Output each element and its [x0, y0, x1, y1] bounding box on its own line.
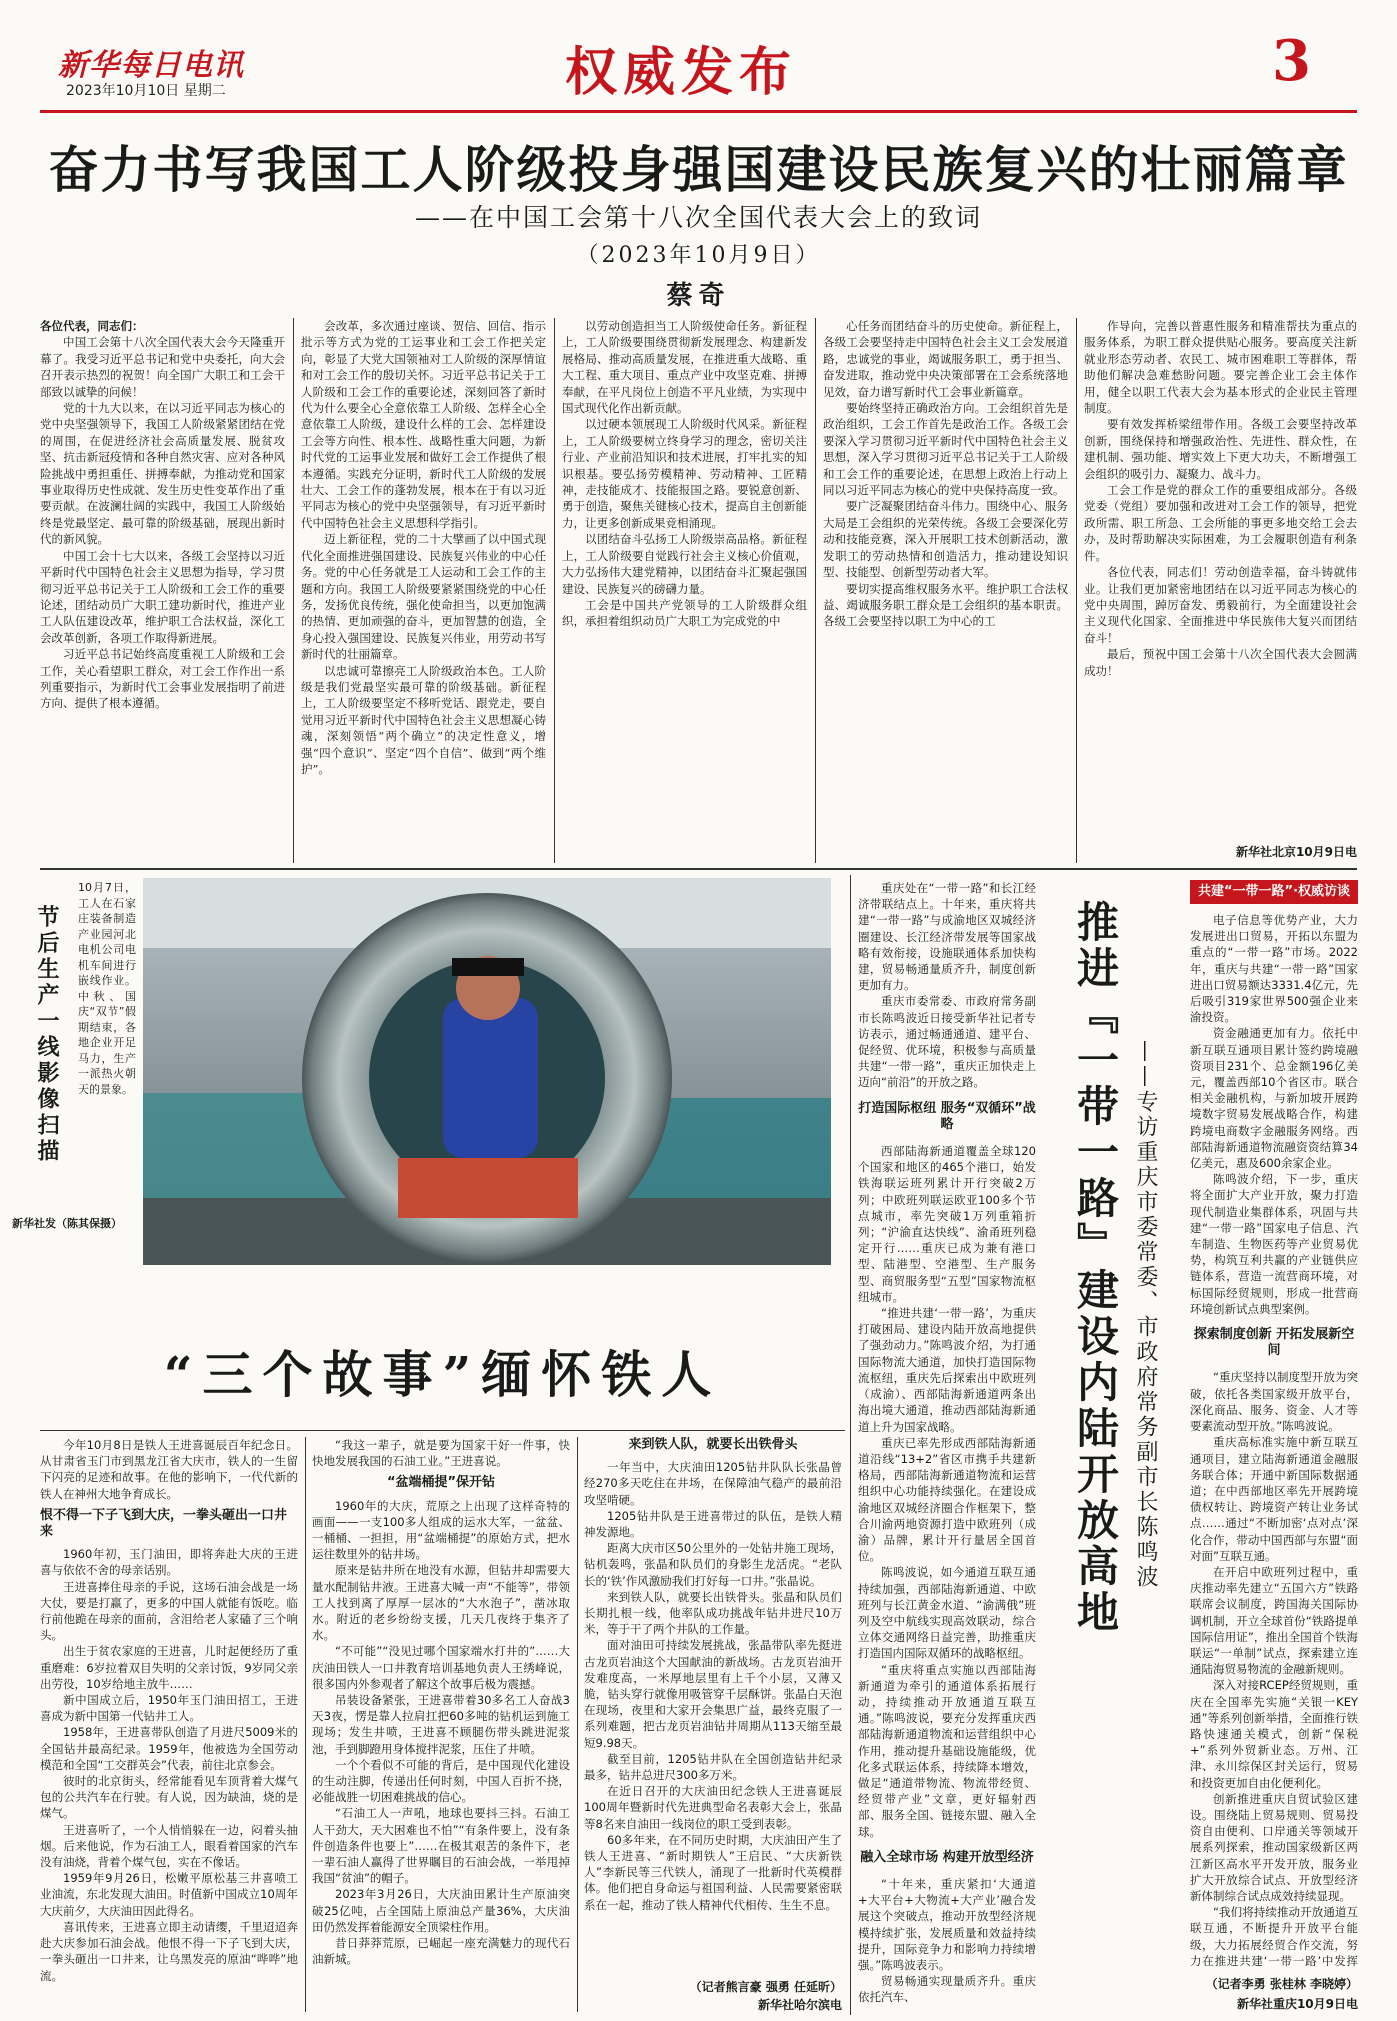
interview-subhead-2: 融入全球市场 构建开放型经济 [860, 1849, 1034, 1865]
paragraph: 陈鸣波介绍，下一步，重庆将全面扩大产业开放，聚力打造现代制造业集群体系，巩固与共建“一带一路”国家电子信息、汽车制造、生物医药等产业贸易优势，构筑互利共赢的产业链供应链体系，营造一流营商环境，对标国际经贸规则，形成一批营商环境创新试点典型案例。 [1190, 1172, 1358, 1316]
paragraph: 会改革，多次通过座谈、贺信、回信、指示批示等方式为党的工运事业和工会工作把关定向，彰显了大党大国领袖对工人阶级的深厚情谊和对工会工作的殷切关怀。习近平总书记关于工人阶级和工会工作的重要论述，深刻回答了新时代为什么要全心全意依靠工人阶级、怎样全心全意依靠工人阶级，建设什么样的工会、怎样建设工会等方向性、根本性、战略性重大问题，为新时代党的工运事业发展和做好工会工作提供了根本遵循。实践充分证明，新时代工人阶级的发展壮大、工会工作的蓬勃发展，根本在于有以习近平同志为核心的党中央坚强领导，有习近平新时代中国特色社会主义思想科学指引。 [301, 319, 546, 530]
paragraph: 一个个看似不可能的背后，是中国现代化建设的生动注脚，传递出任何时刻，中国人百折不挠，必能战胜一切困难挑战的信心。 [312, 1757, 570, 1805]
paragraph: 王进喜捧住母亲的手说，这场石油会战是一场大仗，要是打赢了，更多的中国人就能有饭吃。临行前他跪在母亲的面前，含泪给老人家磕了三个响头。 [40, 1579, 298, 1643]
interview-subhead: ——专访重庆市委常委、市政府常务副市长陈鸣波 [1133, 1040, 1158, 1590]
paragraph: 西部陆海新通道覆盖全球120个国家和地区的465个港口，始发铁海联运班列累计开行突破2万列；中欧班列联运欧亚100多个节点城市，率先突破1万列重箱折列；“沪渝直达快线”、渝甬班列稳定开行……重庆已成为兼有港口型、陆港型、空港型、生产服务型、商贸服务型“五型”国家物流枢纽城市。 [858, 1144, 1036, 1304]
column-divider [1076, 318, 1077, 863]
column-divider [305, 1437, 306, 2012]
speech-column-4 [823, 318, 1068, 863]
paragraph: 最后，预祝中国工会第十八次全国代表大会圆满成功！ [1084, 647, 1357, 678]
paragraph: 以团结奋斗弘扬工人阶级崇高品格。新征程上，工人阶级要自觉践行社会主义核心价值观，大力弘扬伟大建党精神，以团结奋斗汇聚起强国建设、民族复兴的磅礴力量。 [562, 532, 807, 596]
story-column-1 [40, 1437, 298, 2012]
paragraph: 中国工会第十八次全国代表大会今天隆重开幕了。我受习近平总书记和党中央委托，向大会召开表示热烈的祝贺！向全国广大职工和工会干部致以诚挚的问候！ [40, 335, 285, 399]
interview-subhead-3: 探索制度创新 开拓发展新空间 [1193, 1327, 1355, 1359]
paragraph: 出生于贫农家庭的王进喜，儿时起便经历了重重磨难：6岁拉着双目失明的父亲讨饭，9岁同父亲出劳役，10岁给地主放牛…… [40, 1644, 298, 1691]
paragraph: “重庆将重点实施以西部陆海新通道为牵引的通道体系拓展行动，持续推动开放通道互联互通。”陈鸣波说，要充分发挥重庆西部陆海新通道物流和运营组织中心作用，推动提升基础设施能级，优化多式联运体系，持续降本增效，做足“通道带物流、物流带经贸、经贸带产业”文章，更好辐射西部、服务全国、链接东盟、融入全球。 [858, 1662, 1036, 1839]
speech-column-5 [1084, 318, 1357, 838]
story-intro: 今年10月8日是铁人王进喜诞辰百年纪念日。从甘肃省玉门市到黑龙江省大庆市，铁人的一生留下闪亮的足迹和故事。在他的影响下，一代代新的铁人在神州大地争育成长。 [40, 1438, 298, 1501]
speech-column-1 [40, 318, 285, 863]
interview-credit-dateline: 新华社重庆10月9日电 [1236, 1997, 1358, 2011]
story-col2-intro: “我这一辈子，就是要为国家干好一件事，快快地发展我国的石油工业。”王进喜说。 [312, 1438, 570, 1469]
story-subhead-1: 恨不得一下子飞到大庆，一拳头砸出一口井来 [40, 1507, 288, 1540]
factory-photo [143, 878, 831, 1265]
photo-title: 节后生产一线影像扫描 [34, 905, 60, 1165]
interview-subhead-1: 打造国际枢纽 服务“双循环”战略 [858, 1100, 1036, 1132]
paragraph: “重庆坚持以制度型开放为突破，依托各类国家级开放平台，深化商品、服务、资金、人才等要素流动型开放。”陈鸣波说。 [1190, 1370, 1358, 1434]
column-divider [850, 875, 851, 2015]
interview-column-2 [1190, 912, 1358, 1970]
paragraph: 以忠诚可靠擦亮工人阶级政治本色。工人阶级是我们党最坚实最可靠的阶级基础。新征程上，工人阶级要坚定不移听党话、跟党走，要自觉用习近平新时代中国特色社会主义思想凝心铸魂，深刻领悟“两个确立”的决定性意义，增强“四个意识”、坚定“四个自信”、做到“两个维护”。 [301, 663, 546, 776]
paragraph: 以劳动创造担当工人阶级使命任务。新征程上，工人阶级要围绕贯彻新发展理念、构建新发展格局、推动高质量发展，在推进重大战略、重大工程、重大项目、重点产业中攻坚克难、拼搏奉献，在平凡岗位上创造不平凡业绩，为实现中国式现代化作出新贡献。 [562, 319, 807, 416]
speech-col2 [301, 318, 546, 777]
paragraph: 原来是钻井所在地没有水源，但钻井却需要大量水配制钻井液。王进喜大喊一声“不能等”，带领工人找到离了厚厚一层冰的“大水泡子”，凿冰取水。附近的老乡纷纷支援，几天几夜终于集齐了水。 [312, 1563, 570, 1643]
page-number: 3 [1272, 28, 1311, 94]
interview-col1-tail [858, 1876, 1036, 2006]
story-col2 [312, 1498, 570, 1968]
paragraph: 在开启中欧班列过程中，重庆推动率先建立“五国六方”铁路联席会议制度，跨国海关国际协调机制，开立全球首份“铁路提单国际信用证”，推出全国首个铁海联运“一单制”试点，探索建立连通陆海贸易物流的金融新规则。 [1190, 1564, 1358, 1677]
factory-photo-image [143, 878, 831, 1265]
interview-column-1 [858, 880, 1036, 2012]
paragraph: “不可能”“没见过哪个国家端水打井的”……大庆油田铁人一口井教育培训基地负责人王绣峰说，很多国内外参观者了解这个故事后极为震撼。 [312, 1644, 570, 1691]
paragraph: 心任务而团结奋斗的历史使命。新征程上，各级工会要坚持走中国特色社会主义工会发展道路，忠诚党的事业，竭诚服务职工，勇于担当、奋发进取，推动党中央决策部署在工会系统落地见效，奋力谱写新时代工会事业新篇章。 [823, 319, 1068, 399]
paragraph: “推进共建‘一带一路’，为重庆打破困局、建设内陆开放高地提供了强劲动力。”陈鸣波介绍，为打通国际物流大通道，加快打造国际物流枢纽，重庆先后探索出中欧班列（成渝）、西部陆海新通道两条出海出境大通道，推动西部陆海新通道上升为国家战略。 [858, 1306, 1036, 1434]
paragraph: 昔日莽莽荒原，已崛起一座充满魅力的现代石油新城。 [312, 1936, 570, 1967]
paragraph: 要广泛凝聚团结奋斗伟力。围绕中心、服务大局是工会组织的光荣传统。各级工会要深化劳动和技能竞赛，深入开展职工技术创新活动，激发职工的劳动热情和创造活力，推动建设知识型、技能型、创新型劳动者大军。 [823, 499, 1068, 580]
paragraph: 陈鸣波说，如今通道互联互通持续加强，西部陆海新通道、中欧班列与长江黄金水道、“渝满俄”班列及空中航线实现高效联动，综合立体交通网络日益完善，助推重庆打造国内国际双循环的战略枢纽。 [858, 1565, 1036, 1661]
speech-col1 [40, 334, 285, 711]
paragraph: 要有效发挥桥梁纽带作用。各级工会要坚持改革创新，围绕保持和增强政治性、先进性、群众性，在建机制、强功能、增实效上下更大功夫，不断增强工会组织的吸引力、凝聚力、战斗力。 [1084, 417, 1357, 481]
story-col3 [584, 1459, 842, 1913]
paragraph: 重庆处在“一带一路”和长江经济带联结点上。十年来，重庆将共建“一带一路”与成渝地区双城经济圈建设、长江经济带发展等国家战略有效衔接，设施联通体系加快构建，贸易畅通量质齐升，制度创新更加有力。 [858, 881, 1036, 993]
speech-headline: 奋力书写我国工人阶级投身强国建设民族复兴的壮丽篇章 [48, 140, 1349, 199]
story-credit-dateline: 新华社哈尔滨电 [757, 1998, 842, 2012]
paragraph: 习近平总书记始终高度重视工人阶级和工会工作，关心看望职工群众，对工会工作作出一系列重要指示，为新时代工会事业发展指明了前进方向、提供了根本遵循。 [40, 647, 285, 711]
story-column-2 [312, 1437, 570, 2012]
masthead-rule [40, 110, 1357, 113]
paragraph: 资金融通更加有力。依托中新互联互通项目累计签约跨境融资项目231个、总金额196亿美元，覆盖西部10个省区市。联合相关金融机构，与新加坡开展跨境数字贸易发展战略合作，构建跨境电商数字金融服务网络。西部陆海新通道物流融资资结算34亿美元，惠及600余家企业。 [1190, 1026, 1358, 1171]
paragraph: 2023年3月26日，大庆油田累计生产原油突破25亿吨，占全国陆上原油总产量36%，大庆油田仍然发挥着能源安全顶梁柱作用。 [312, 1887, 570, 1934]
paragraph: 深入对接RCEP经贸规则，重庆在全国率先实施“关银一KEY通”等系列创新举措，全面推行铁路快速通关模式，创新“保税+”系列外贸新业态。万州、江津、永川综保区封关运行，贸易和投资更加自由化便利化。 [1190, 1678, 1358, 1790]
column-divider [815, 318, 816, 863]
column-divider [577, 1437, 578, 2012]
photo-credit: 新华社发（陈其保摄） [12, 1217, 122, 1230]
speech-author: 蔡奇 [666, 281, 731, 311]
paragraph: 1960年的大庆，荒原之上出现了这样奇特的画面——一支100多人组成的运水大军，一盆盆、一桶桶、一担担，用“盆端桶提”的原始方式，把水运往数里外的钻井场。 [312, 1498, 570, 1562]
column-divider [554, 318, 555, 863]
paragraph: 王进喜听了，一个人悄悄躲在一边，闷着头抽烟。后来他说，作为石油工人，眼看着国家的汽车没有油烧，背着个煤气包，实在不像话。 [40, 1822, 298, 1870]
paragraph: 彼时的北京街头，经常能看见车顶背着大煤气包的公共汽车在行驶。有人说，因为缺油，烧的是煤气。 [40, 1774, 298, 1821]
interview-col2-tail [1190, 1369, 1358, 1970]
story-subhead-3: 来到铁人队，就要长出铁骨头 [628, 1437, 798, 1452]
paragraph: “我们将持续推动开放通道互联互通，不断提升开放平台能级，大力拓展经贸合作交流，努力在推进共建‘一带一路’中发挥 [1190, 1905, 1358, 1968]
interview-credit: （记者李勇 张桂林 李晓婷） [1205, 1977, 1358, 1991]
paragraph: 各位代表，同志们！劳动创造幸福，奋斗铸就伟业。让我们更加紧密地团结在以习近平同志为核心的党中央周围，踔厉奋发、勇毅前行，为全面建设社会主义现代化国家、全面推进中华民族伟大复兴而团结奋斗！ [1084, 565, 1357, 645]
paragraph: 要切实提高维权服务水平。维护职工合法权益、竭诚服务职工群众是工会组织的基本职责。各级工会要坚持以职工为中心的工 [823, 581, 1068, 629]
story-headline: “三个故事”缅怀铁人 [163, 1345, 722, 1404]
speech-credit: 新华社北京10月9日电 [1235, 845, 1357, 859]
paragraph: 1958年，王进喜带队创造了月进尺5009米的全国钻井最高纪录。1959年，他被选为全国劳动模范和全国“工交群英会”代表，前往北京参会。 [40, 1725, 298, 1772]
paragraph: 电子信息等优势产业，大力发展进出口贸易，开拓以东盟为重点的“一带一路”市场。2022年，重庆与共建“一带一路”国家进出口贸易额达3331.4亿元，先后吸引319家世界500强企业来渝投资。 [1190, 913, 1358, 1025]
interview-intro [858, 880, 1036, 1091]
paragraph: 面对油田可持续发展挑战，张晶带队率先挺进古龙页岩油这个大国献油的新战场。古龙页岩油开发难度高，一米厚地层里有上千个小层，又薄又脆，钻头穿行就像用吸管穿千层酥饼。张晶白天泡在现场，夜里和大家开会集思广益，最终克服了一系列难题，把古龙页岩油钻井周期从113天缩至最短9.98天。 [584, 1638, 842, 1750]
paragraph: 工会工作是党的群众工作的重要组成部分。各级党委（党组）要加强和改进对工会工作的领导，把党政所需、职工所急、工会所能的事更多地交给工会去办，及时帮助解决实际困难，为工会履职创造有利条件。 [1084, 483, 1357, 563]
paragraph: 新中国成立后，1950年玉门油田招工，王进喜成为新中国第一代钻井工人。 [40, 1693, 298, 1724]
interview-tag: 共建“一带一路”·权威访谈 [1190, 880, 1358, 904]
speech-greeting: 各位代表，同志们： [40, 319, 144, 333]
paragraph: 党的十九大以来，在以习近平同志为核心的党中央坚强领导下，我国工人阶级紧紧团结在党的周围，在促进经济社会高质量发展、脱贫攻坚、抗击新冠疫情和各种自然灾害、应对各种风险挑战中勇担重任、拼搏奉献，为推动党和国家事业取得历史性成就、发生历史性变革作出了重要贡献。在波澜壮阔的实践中，我国工人阶级始终是党最坚定、最可靠的阶级基础，展现出新时代的新风貌。 [40, 401, 285, 547]
masthead-logo: 新华每日电讯 [58, 48, 244, 83]
paragraph: 1960年初，玉门油田，即将奔赴大庆的王进喜与依依不舍的母亲话别。 [40, 1547, 298, 1578]
story-credit: （记者熊言豪 强勇 任延昕） [689, 1980, 842, 1994]
column-divider [293, 318, 294, 863]
paragraph: 在近日召开的大庆油田纪念铁人王进喜诞辰100周年暨新时代先进典型命名表彰大会上，张晶等8名来自油田一线岗位的职工受到表彰。 [584, 1784, 842, 1831]
speech-column-3 [562, 318, 807, 863]
story-subhead-2: “盆端桶提”保开钻 [386, 1475, 496, 1491]
section-divider [40, 868, 1357, 870]
speech-col4 [823, 318, 1068, 630]
paragraph: 重庆高标准实施中新互联互通项目，建立陆海新通道金融服务联合体；开通中新国际数据通道；在中西部地区率先开展跨境债权转让、跨境资产转让业务试点……通过“不断加密‘点对点’深化合作，带动中国西部与东盟“面对面”互联互通。 [1190, 1435, 1358, 1563]
paragraph: 工会是中国共产党领导的工人阶级群众组织，承担着组织动员广大职工为完成党的中 [562, 597, 807, 629]
section-divider [40, 1430, 845, 1431]
paragraph: 迈上新征程，党的二十大擘画了以中国式现代化全面推进强国建设、民族复兴伟业的中心任务。党的中心任务就是工人运动和工会工作的主题和方向。我国工人阶级要紧紧围绕党的中心任务，发扬优良传统，强化使命担当，以更加饱满的热情、更加顽强的奋斗，更加智慧的创造，全身心投入强国建设、民族复兴伟业，用劳动书写新时代的壮丽篇章。 [301, 532, 546, 662]
speech-date: （2023年10月9日） [576, 243, 821, 268]
paragraph: 贸易畅通实现量质齐升。重庆依托汽车、 [858, 1974, 1036, 2005]
interview-col2 [1190, 912, 1358, 1317]
photo-caption: 10月7日，工人在石家庄装备制造产业园河北电机公司电机车间进行嵌线作业。中秋、国庆“双节”假期结束，各地企业开足马力，生产一派热火朝天的景象。 [78, 881, 136, 1096]
paragraph: 1959年9月26日，松嫩平原松基三井喜喷工业油流，东北发现大油田。时值新中国成立10周年大庆前夕，大庆油田因此得名。 [40, 1871, 298, 1918]
paragraph: 中国工会十七大以来，各级工会坚持以习近平新时代中国特色社会主义思想为指导，学习贯彻习近平总书记关于工人阶级和工会工作的重要论述，团结动员广大职工建功新时代，推进产业工人队伍建设改革，维护职工合法权益，深化工会改革创新，各项工作取得新进展。 [40, 548, 285, 645]
paragraph: 60多年来，在不同历史时期，大庆油田产生了铁人王进喜、“新时期铁人”王启民、“大庆新铁人”李新民等三代铁人，涌现了一批新时代英模群体。他们把自身命运与祖国利益、人民需要紧密联系在一起，推动了铁人精神代代相传、生生不息。 [584, 1832, 842, 1912]
paragraph: 重庆已率先形成西部陆海新通道沿线“13+2”省区市携手共建新格局，西部陆海新通道物流和运营组织中心功能持续强化。在建设成渝地区双城经济圈合作框架下，整合川渝两地资源打造中欧班列（成渝）品牌，累计开行量居全国首位。 [858, 1435, 1036, 1564]
paragraph: 来到铁人队，就要长出铁骨头。张晶和队员们长期扎根一线，他率队成功挑战年钻井进尺10万米，等于干了两个井队的工作量。 [584, 1589, 842, 1637]
paragraph: 截至目前，1205钻井队在全国创造钻井纪录最多，钻井总进尺300多万米。 [584, 1751, 842, 1783]
story-col1 [40, 1546, 298, 1983]
section-title: 权威发布 [565, 42, 798, 103]
paragraph: 创新推进重庆自贸试验区建设。围绕陆上贸易规则、贸易投资自由便利、口岸通关等领域开展系列探索，推动国家级新区两江新区高水平开发开放，服务业扩大开放综合试点、开放型经济新体制综合试点成效持续显现。 [1190, 1791, 1358, 1903]
paragraph: “石油工人一声吼，地球也要抖三抖。石油工人干劲大，天大困难也不怕”“有条件要上，没有条件创造条件也要上”……在极其艰苦的条件下，老一辈石油人赢得了世界瞩目的石油会战，一举甩掉我国“贫油”的帽子。 [312, 1806, 570, 1886]
paragraph: 吊装设备紧张，王进喜带着30多名工人奋战3天3夜，愣是靠人拉肩扛把60多吨的钻机运到施工现场；发生井喷，王进喜不顾腿伤带头跳进泥浆池，手到脚蹬用身体搅拌泥浆，压住了井喷。 [312, 1693, 570, 1756]
paragraph: 作导向，完善以普惠性服务和精准帮扶为重点的服务体系，为职工群众提供贴心服务。要高度关注新就业形态劳动者、农民工、城市困难职工等群体，帮助他们解决急难愁盼问题。要完善企业工会主体作用，健全以职工代表大会为基本形式的企业民主管理制度。 [1084, 319, 1357, 416]
interview-headline: 推进『一带一路』建设内陆开放高地 [1071, 900, 1120, 1636]
paragraph: 喜讯传来，王进喜立即主动请缨，千里迢迢奔赴大庆参加石油会战。他恨不得一下子飞到大庆，一拳头砸出一口井来，让乌黑发亮的原油“哗哗”地流。 [40, 1919, 298, 1983]
paragraph: 1205钻井队是王进喜带过的队伍，是铁人精神发源地。 [584, 1508, 842, 1540]
masthead-date: 2023年10月10日 星期二 [66, 83, 226, 99]
paragraph: 要始终坚持正确政治方向。工会组织首先是政治组织，工会工作首先是政治工作。各级工会要深入学习贯彻习近平新时代中国特色社会主义思想，深入学习贯彻习近平总书记关于工人阶级和工会工作的重要论述，在思想上政治上行动上同以习近平同志为核心的党中央保持高度一致。 [823, 401, 1068, 498]
paragraph: “十年来，重庆紧扣‘大通道+大平台+大物流+大产业’融合发展这个突破点，推动开放型经济规模持续扩张，发展质量和效益持续提升，国际竞争力和影响力持续增强。”陈鸣波表示。 [858, 1876, 1036, 1972]
speech-column-2 [301, 318, 546, 863]
speech-col3 [562, 318, 807, 630]
speech-subtitle: ——在中国工会第十八次全国代表大会上的致词 [414, 203, 982, 232]
paragraph: 一年当中，大庆油田1205钻井队队长张晶曾经270多天吃住在井场，在保障油气稳产的最前沿攻坚啃硬。 [584, 1460, 842, 1507]
paragraph: 重庆市委常委、市政府常务副市长陈鸣波近日接受新华社记者专访表示，通过畅通通道、建平台、促经贸、优环境，积极参与高质量共建“一带一路”，重庆正加快走上迈向“前沿”的开放之路。 [858, 994, 1036, 1090]
paragraph: 距离大庆市区50公里外的一处钻井施工现场，钻机轰鸣，张晶和队员们的身影生龙活虎。“老队长的‘铁’作风激励我们打好每一口井。”张晶说。 [584, 1541, 842, 1588]
paragraph: 以过硬本领展现工人阶级时代风采。新征程上，工人阶级要树立终身学习的理念，密切关注行业、产业前沿知识和技术进展，打牢扎实的知识根基。要弘扬劳模精神、劳动精神、工匠精神，走技能成才、技能报国之路。要锐意创新、勇于创造，聚焦关键核心技术，提高自主创新能力，让更多创新成果竞相涌现。 [562, 417, 807, 530]
interview-col1 [858, 1143, 1036, 1840]
speech-col5 [1084, 318, 1357, 679]
story-column-3 [584, 1437, 842, 1977]
